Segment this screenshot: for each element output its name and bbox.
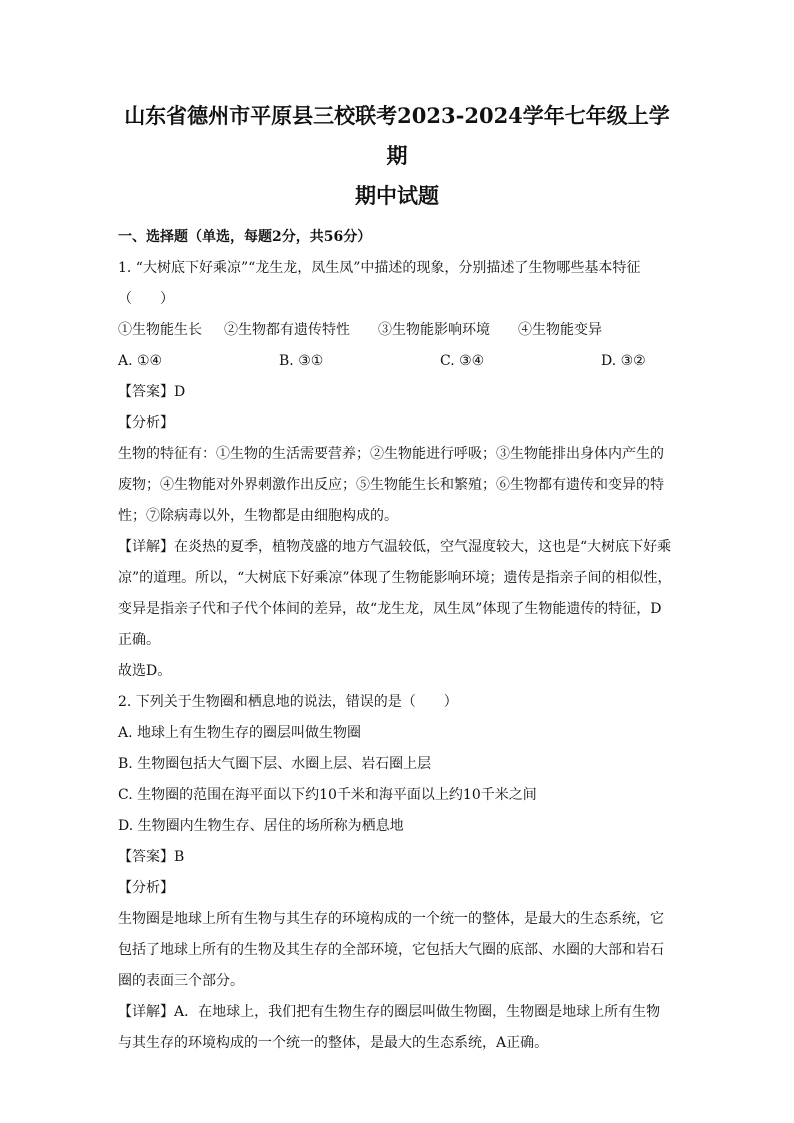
question-1-statements: [118, 315, 676, 346]
question-2-analysis-line: 包括了地球上所有的生物及其生存的全部环境，它包括大气圈的底部、水圈的大部和岩石: [118, 942, 664, 958]
question-2-detail-line: 【详解】A．在地球上，我们把有生物生存的圈层叫做生物圈，生物圈是地球上所有生物: [118, 1004, 661, 1020]
question-1-analysis-line: 废物；④生物能对外界刺激作出反应；⑤生物能生长和繁殖；⑥生物都有遗传和变异的特: [118, 477, 664, 493]
question-2: [118, 687, 676, 1059]
statement-2: ②生物都有遗传特性: [224, 322, 350, 338]
question-1-blank: （ ）: [118, 291, 174, 307]
option-d: D. ③②: [601, 353, 646, 369]
question-1-options: [118, 346, 676, 377]
statement-3: ③生物能影响环境: [378, 322, 490, 338]
question-1-detail-line: 变异是指亲子代和子代个体间的差异，故“龙生龙，凤生凤”体现了生物能遗传的特征，D: [118, 601, 662, 617]
statement-1: ①生物能生长: [118, 322, 202, 338]
question-1-analysis-label: 【分析】: [118, 415, 174, 431]
option-a: A. ①④: [118, 353, 163, 369]
question-1-detail-line: 凉”的道理。所以，“大树底下好乘凉”体现了生物能影响环境；遗传是指亲子间的相似性，: [118, 570, 672, 586]
question-1-detail-line: 正确。: [118, 632, 160, 648]
document-title: [118, 96, 676, 216]
title-line-1: 山东省德州市平原县三校联考2023-2024学年七年级上学期: [124, 103, 670, 168]
question-1-analysis-line: 性；⑦除病毒以外，生物都是由细胞构成的。: [118, 508, 398, 524]
section-heading: 一、选择题（单选，每题2分，共56分）: [118, 229, 372, 245]
question-2-option-d: D. 生物圈内生物生存、居住的场所称为栖息地: [118, 818, 404, 834]
question-1-answer: 【答案】D: [118, 384, 186, 400]
question-2-analysis-label: 【分析】: [118, 880, 174, 896]
question-1-analysis-line: 生物的特征有：①生物的生活需要营养；②生物能进行呼吸；③生物能排出身体内产生的: [118, 446, 664, 462]
title-line-2: 期中试题: [355, 183, 439, 208]
question-2-stem: 2. 下列关于生物圈和栖息地的说法，错误的是（ ）: [118, 694, 458, 710]
option-c: C. ③④: [440, 353, 485, 369]
question-2-option-a: A. 地球上有生物生存的圈层叫做生物圈: [118, 725, 362, 741]
question-1-detail-line: 【详解】在炎热的夏季，植物茂盛的地方气温较低，空气湿度较大，这也是“大树底下好乘: [118, 539, 672, 555]
question-2-option-c: C. 生物圈的范围在海平面以下约10千米和海平面以上约10千米之间: [118, 787, 537, 803]
statement-4: ④生物能变异: [518, 322, 602, 338]
question-2-detail-line: 与其生存的环境构成的一个统一的整体，是最大的生态系统，A正确。: [118, 1035, 549, 1051]
question-2-analysis-line: 生物圈是地球上所有生物与其生存的环境构成的一个统一的整体，是最大的生态系统，它: [118, 911, 664, 927]
question-2-option-b: B. 生物圈包括大气圈下层、水圈上层、岩石圈上层: [118, 756, 432, 772]
option-b: B. ③①: [279, 353, 324, 369]
question-2-analysis-line: 圈的表面三个部分。: [118, 973, 244, 989]
question-1-conclusion: 故选D。: [118, 663, 172, 679]
question-1-stem: 1. “大树底下好乘凉”“龙生龙，凤生凤”中描述的现象，分别描述了生物哪些基本特征: [118, 260, 641, 276]
question-2-answer: 【答案】B: [118, 849, 185, 865]
question-1: [118, 253, 676, 687]
